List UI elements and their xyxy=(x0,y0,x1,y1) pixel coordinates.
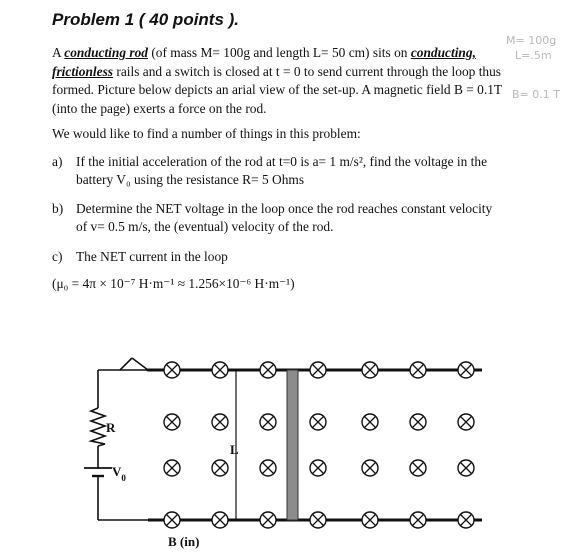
question-c-line1: The NET current in the loop xyxy=(76,249,228,264)
margin-note-mass: M= 100g xyxy=(506,34,557,47)
field-into-page-symbol xyxy=(410,414,426,430)
field-into-page-symbol xyxy=(212,414,228,430)
rail-field-symbol-bottom xyxy=(212,512,228,528)
field-into-page-symbol xyxy=(362,460,378,476)
rail-field-symbol-top xyxy=(362,362,378,378)
resistor-label: R xyxy=(106,420,116,435)
conducting-rod xyxy=(287,370,298,520)
circuit-wires xyxy=(98,358,150,520)
left-wire-top xyxy=(132,358,148,370)
rail-field-symbol-top xyxy=(164,362,180,378)
length-label: L xyxy=(230,442,239,457)
field-into-page-symbol xyxy=(458,460,474,476)
questions-intro: We would like to find a number of things in this problem: xyxy=(52,126,361,141)
permeability-note: (μ₀ = 4π × 10⁻⁷ H·m⁻¹ ≈ 1.256×10⁻⁶ H·m⁻¹) xyxy=(52,276,295,291)
battery-label xyxy=(112,464,126,483)
question-a-label: a) xyxy=(52,154,63,169)
field-into-page-symbol xyxy=(362,414,378,430)
field-into-page-symbol xyxy=(458,414,474,430)
field-into-page-symbol xyxy=(212,460,228,476)
field-label: B (in) xyxy=(168,534,200,549)
question-b-line1: Determine the NET voltage in the loop once the rod reaches constant velocity xyxy=(76,201,493,216)
battery-label-main: V xyxy=(112,464,122,479)
field-into-page-symbol xyxy=(260,414,276,430)
field-into-page-symbol xyxy=(164,460,180,476)
question-a-line1: If the initial acceleration of the rod at t=0 is a= 1 m/s², find the voltage in the xyxy=(76,154,488,169)
field-into-page-symbol xyxy=(260,460,276,476)
field-into-page-symbol xyxy=(410,460,426,476)
statement-text-c: rails and a switch is closed at t = 0 to send current through the loop thus formed. Picture below depicts an arial view of the set-up. A magnetic field B = 0.1T (into the page) exerts a force on the rod. xyxy=(52,63,502,116)
magnetic-field-grid xyxy=(164,414,474,476)
rail-field-symbol-bottom xyxy=(458,512,474,528)
rail-field-symbol-bottom xyxy=(260,512,276,528)
rail-field-symbol-top xyxy=(212,362,228,378)
rail-field-symbol-top xyxy=(410,362,426,378)
question-a-line2: battery V₀ using the resistance R= 5 Ohms xyxy=(76,172,305,187)
rail-field-symbol-bottom xyxy=(410,512,426,528)
field-into-page-symbol xyxy=(310,460,326,476)
statement-text-a: A xyxy=(52,45,65,60)
rail-field-symbols xyxy=(164,362,474,528)
rail-field-symbol-top xyxy=(310,362,326,378)
margin-note-length: L=.5m xyxy=(515,49,552,62)
rail-field-symbol-top xyxy=(458,362,474,378)
question-b-line2: of v= 0.5 m/s, the (eventual) velocity of the rod. xyxy=(76,219,334,234)
conducting-rod-emphasis: conducting rod xyxy=(64,45,148,60)
field-into-page-symbol xyxy=(310,414,326,430)
conducting-frictionless-emphasis: conducting, frictionless xyxy=(52,45,476,79)
margin-note-field: B= 0.1 T xyxy=(512,88,560,101)
resistor-symbol xyxy=(91,408,105,446)
rail-field-symbol-bottom xyxy=(362,512,378,528)
problem-title: Problem 1 ( 40 points ). xyxy=(52,10,240,29)
rail-field-symbol-top xyxy=(260,362,276,378)
question-b-label: b) xyxy=(52,201,64,216)
field-into-page-symbol xyxy=(164,414,180,430)
battery-label-subscript: 0 xyxy=(121,473,126,483)
question-c-label: c) xyxy=(52,249,63,264)
switch-arm xyxy=(98,358,132,370)
rail-field-symbol-bottom xyxy=(310,512,326,528)
rail-field-symbol-bottom xyxy=(164,512,180,528)
statement-text-b: (of mass M= 100g and length L= 50 cm) sits on xyxy=(148,45,411,60)
